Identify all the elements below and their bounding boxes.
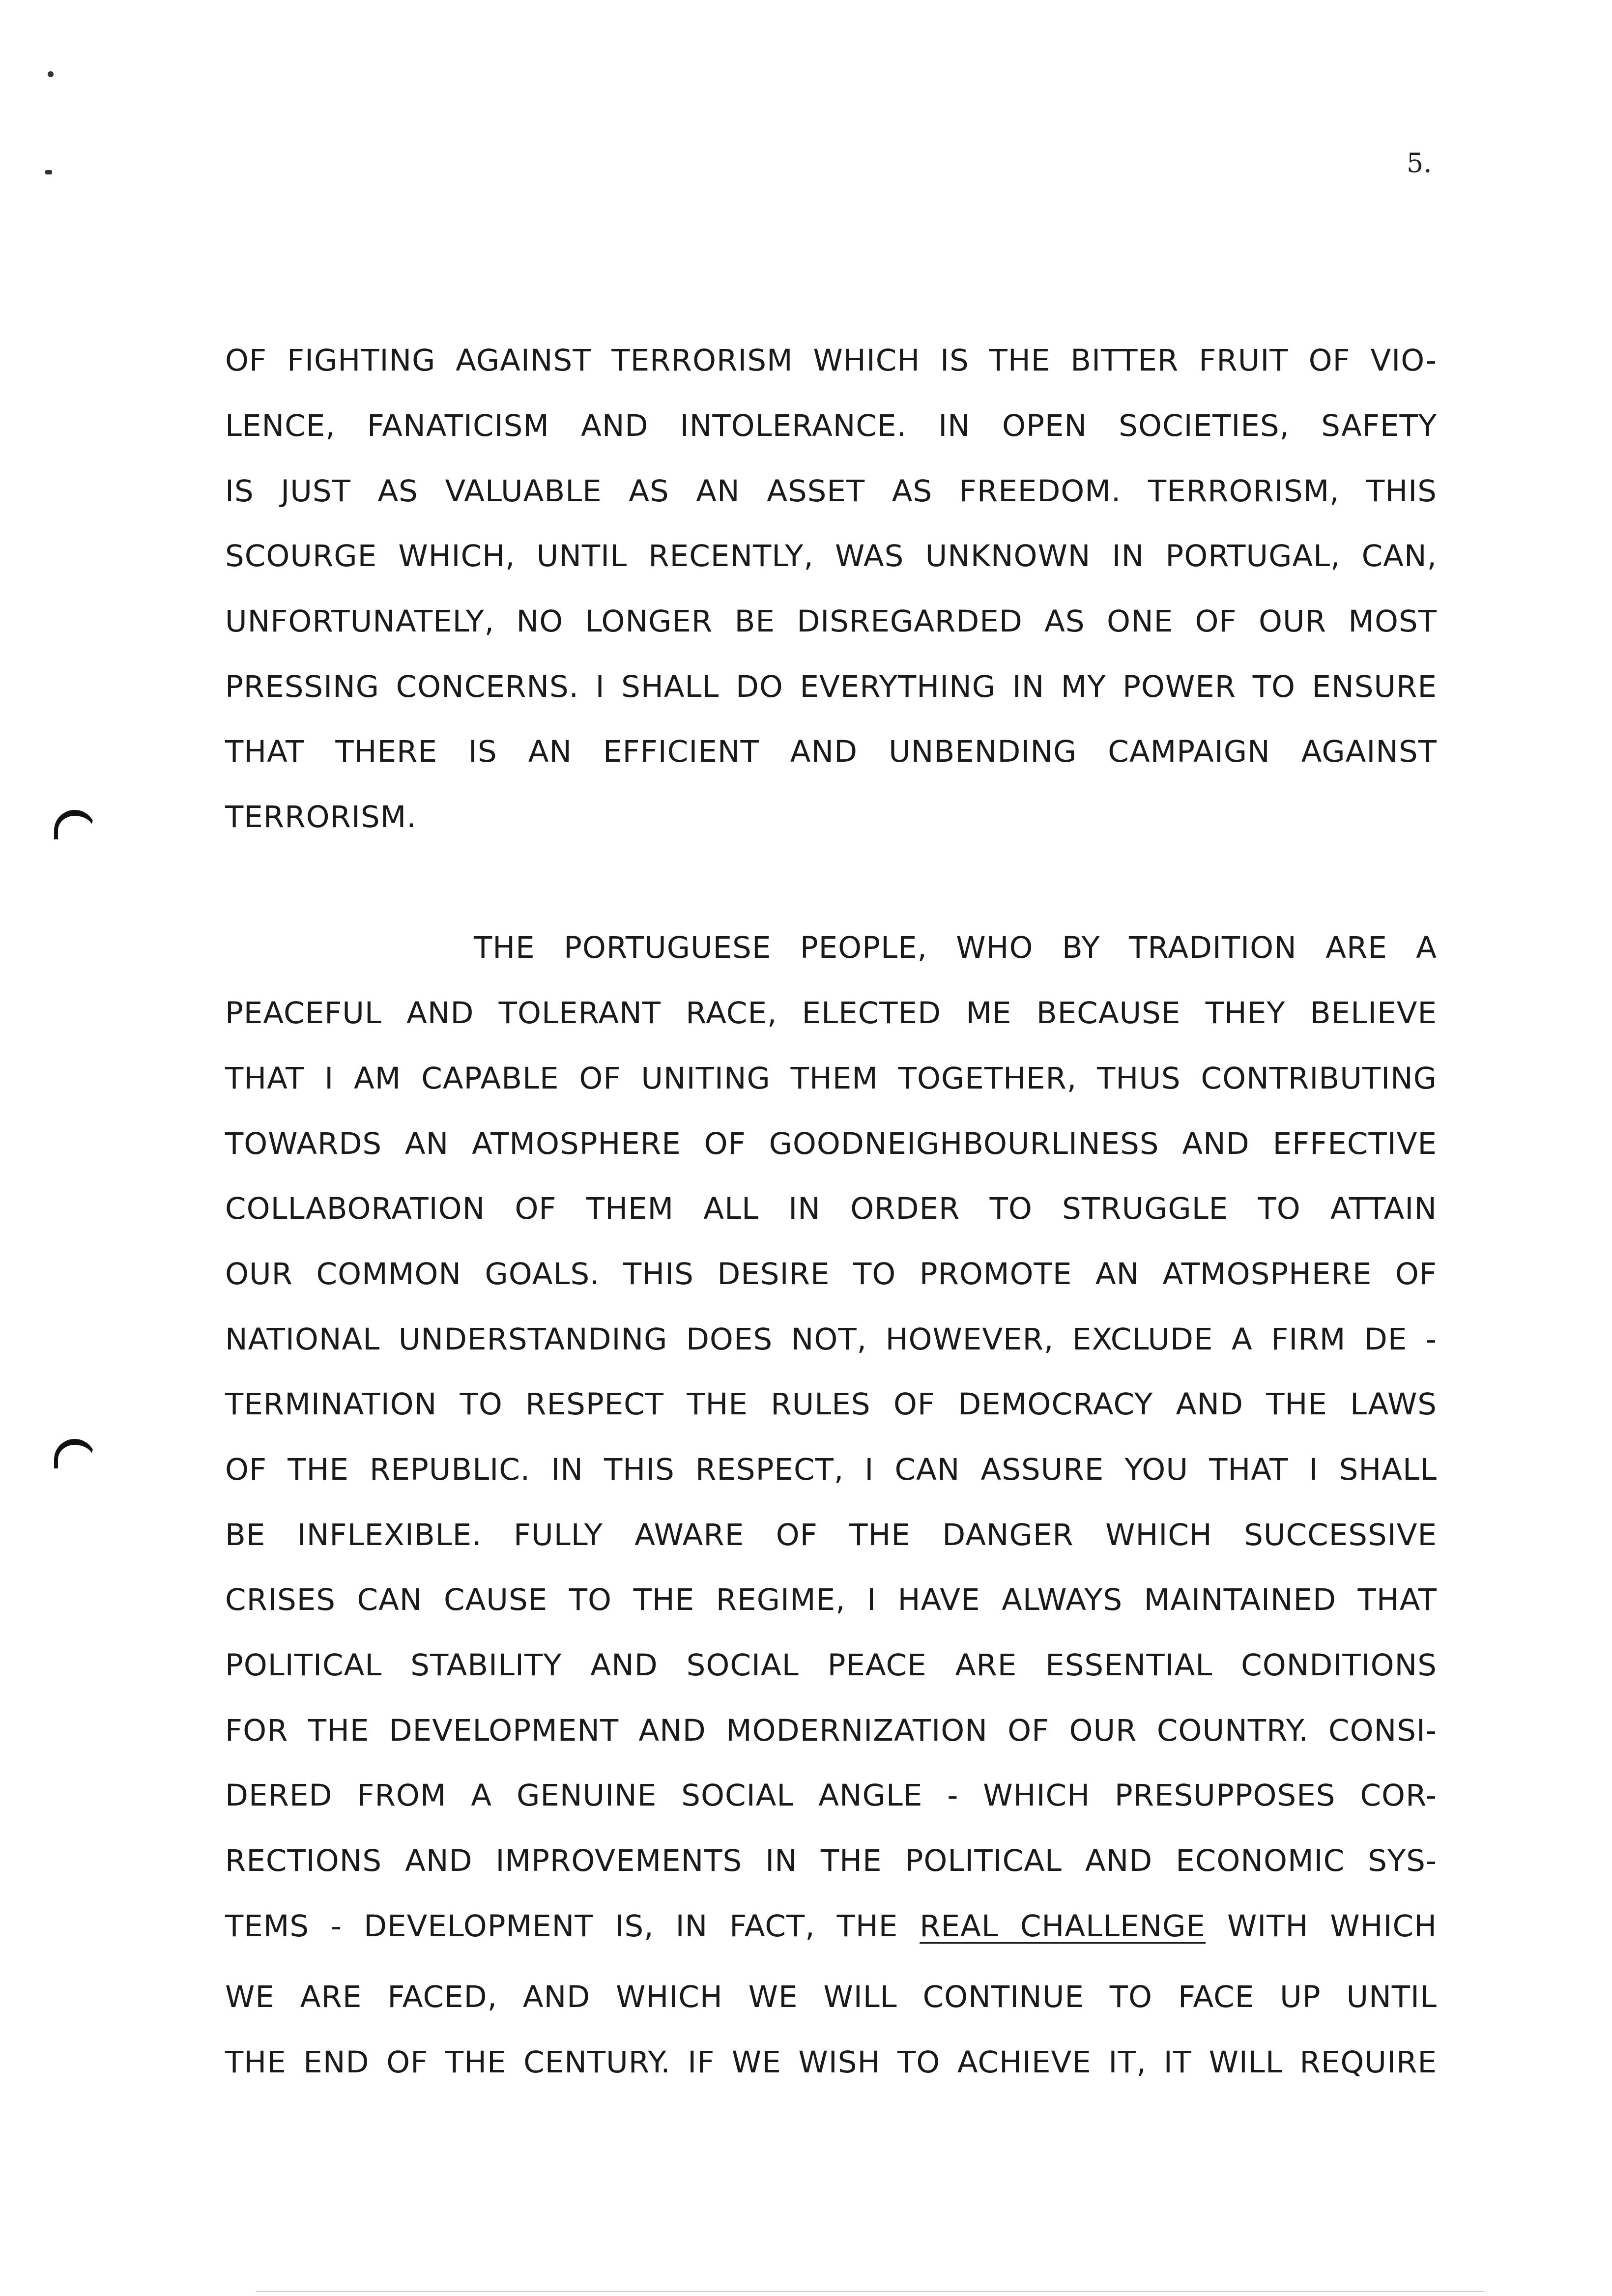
text-segment: TEMS - DEVELOPMENT IS, IN FACT, THE (225, 1909, 920, 1944)
text-line-with-underline (225, 1907, 1437, 1946)
text-line: DERED FROM A GENUINE SOCIAL ANGLE - WHICH PRESUPPOSES COR- (225, 1778, 1437, 1813)
text-line: THAT I AM CAPABLE OF UNITING THEM TOGETHER, THUS CONTRIBUTING (225, 1061, 1437, 1096)
text-line: WE ARE FACED, AND WHICH WE WILL CONTINUE TO FACE UP UNTIL (225, 1980, 1437, 2014)
text-line: LENCE, FANATICISM AND INTOLERANCE. IN OPEN SOCIETIES, SAFETY (225, 408, 1437, 443)
text-line: PEACEFUL AND TOLERANT RACE, ELECTED ME BECAUSE THEY BELIEVE (225, 996, 1437, 1031)
text-segment: WITH WHICH (1205, 1909, 1437, 1944)
page-number: 5. (1407, 147, 1432, 178)
punch-hole-mark (54, 1439, 95, 1468)
text-line: FOR THE DEVELOPMENT AND MODERNIZATION OF OUR COUNTRY. CONSI- (225, 1713, 1437, 1748)
page-bottom-edge (256, 2291, 1484, 2292)
text-line: BE INFLEXIBLE. FULLY AWARE OF THE DANGER WHICH SUCCESSIVE (225, 1518, 1437, 1552)
text-line: SCOURGE WHICH, UNTIL RECENTLY, WAS UNKNOWN IN PORTUGAL, CAN, (225, 539, 1437, 574)
text-line: THAT THERE IS AN EFFICIENT AND UNBENDING CAMPAIGN AGAINST (225, 734, 1437, 769)
text-line: UNFORTUNATELY, NO LONGER BE DISREGARDED AS ONE OF OUR MOST (225, 604, 1437, 639)
text-line: RECTIONS AND IMPROVEMENTS IN THE POLITICAL AND ECONOMIC SYS- (225, 1843, 1437, 1878)
text-line: THE END OF THE CENTURY. IF WE WISH TO ACHIEVE IT, IT WILL REQUIRE (225, 2045, 1437, 2080)
text-line: COLLABORATION OF THEM ALL IN ORDER TO STRUGGLE TO ATTAIN (225, 1191, 1437, 1226)
punch-hole-mark (54, 810, 95, 839)
text-line: TERMINATION TO RESPECT THE RULES OF DEMOCRACY AND THE LAWS (225, 1387, 1437, 1422)
scan-speck (48, 71, 54, 77)
text-line: TERRORISM. (225, 800, 417, 834)
text-line: NATIONAL UNDERSTANDING DOES NOT, HOWEVER, EXCLUDE A FIRM DE - (225, 1322, 1437, 1357)
text-line: POLITICAL STABILITY AND SOCIAL PEACE ARE ESSENTIAL CONDITIONS (225, 1648, 1437, 1683)
underlined-phrase: REAL CHALLENGE (920, 1909, 1206, 1944)
text-line: OF FIGHTING AGAINST TERRORISM WHICH IS THE BITTER FRUIT OF VIO- (225, 343, 1437, 378)
text-line: OUR COMMON GOALS. THIS DESIRE TO PROMOTE AN ATMOSPHERE OF (225, 1257, 1437, 1292)
text-line: CRISES CAN CAUSE TO THE REGIME, I HAVE ALWAYS MAINTAINED THAT (225, 1582, 1437, 1617)
text-line: TOWARDS AN ATMOSPHERE OF GOODNEIGHBOURLINESS AND EFFECTIVE (225, 1126, 1437, 1161)
text-line: IS JUST AS VALUABLE AS AN ASSET AS FREEDOM. TERRORISM, THIS (225, 474, 1437, 509)
text-line: THE PORTUGUESE PEOPLE, WHO BY TRADITION ARE A (474, 930, 1437, 965)
scan-speck (45, 170, 52, 174)
text-line: PRESSING CONCERNS. I SHALL DO EVERYTHING IN MY POWER TO ENSURE (225, 669, 1437, 704)
text-line: OF THE REPUBLIC. IN THIS RESPECT, I CAN ASSURE YOU THAT I SHALL (225, 1452, 1437, 1487)
